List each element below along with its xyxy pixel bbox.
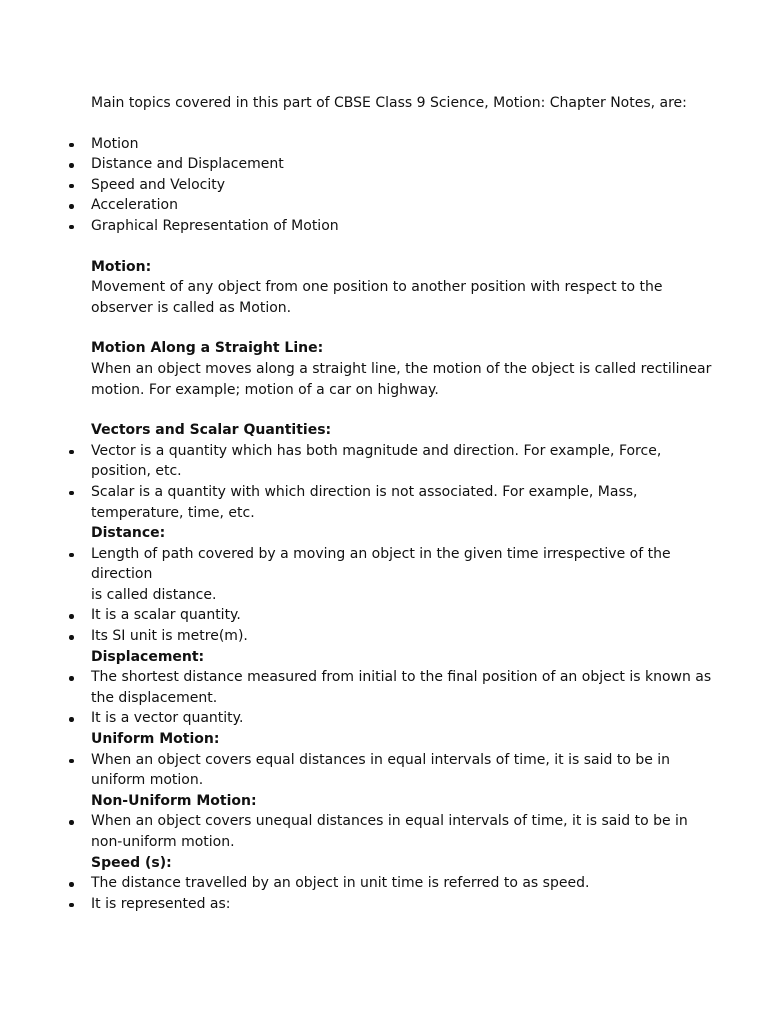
spacer xyxy=(0,114,768,134)
section-heading-distance: Distance: xyxy=(91,525,166,542)
topics-list xyxy=(0,134,768,237)
section-heading-speed: Speed (s): xyxy=(91,854,172,871)
list-item-continuation: temperature, time, etc. xyxy=(91,504,255,521)
list-item-continuation: uniform motion. xyxy=(91,772,204,789)
paragraph-line: When an object moves along a straight line, the motion of the object is called rectilinear xyxy=(91,360,712,377)
section-heading-straight-line: Motion Along a Straight Line: xyxy=(91,340,324,357)
section-heading-vectors: Vectors and Scalar Quantities: xyxy=(91,422,332,439)
spacer xyxy=(0,318,768,338)
list-item: The distance travelled by an object in unit time is referred to as speed. xyxy=(0,873,768,894)
paragraph-line: Movement of any object from one position to another position with respect to the xyxy=(91,279,663,296)
list-item-continuation: position, etc. xyxy=(91,463,182,480)
list-item: Length of path covered by a moving an object in the given time irrespective of the xyxy=(0,544,768,565)
list-item: Its SI unit is metre(m). xyxy=(0,626,768,647)
list-item: It is a scalar quantity. xyxy=(0,605,768,626)
list-item: Graphical Representation of Motion xyxy=(0,216,768,237)
list-item: Scalar is a quantity with which direction is not associated. For example, Mass, xyxy=(0,482,768,503)
list-item: Speed and Velocity xyxy=(0,175,768,196)
list-item: The shortest distance measured from initial to the final position of an object is known as xyxy=(0,667,768,688)
list-item-continuation: direction xyxy=(91,566,153,583)
list-item-continuation: the displacement. xyxy=(91,689,218,706)
section-heading-uniform-motion: Uniform Motion: xyxy=(91,731,220,748)
list-item: Acceleration xyxy=(0,195,768,216)
list-item: It is a vector quantity. xyxy=(0,708,768,729)
paragraph-line: observer is called as Motion. xyxy=(91,299,292,316)
section-heading-motion: Motion: xyxy=(91,258,152,275)
list-item: Vector is a quantity which has both magnitude and direction. For example, Force, xyxy=(0,441,768,462)
document-page xyxy=(0,93,768,914)
list-item: It is represented as: xyxy=(0,894,768,915)
section-heading-non-uniform-motion: Non-Uniform Motion: xyxy=(91,792,257,809)
spacer xyxy=(0,237,768,257)
list-item-continuation: is called distance. xyxy=(91,586,217,603)
list-item: Distance and Displacement xyxy=(0,154,768,175)
list-item-continuation: non-uniform motion. xyxy=(91,834,235,850)
paragraph-line: motion. For example; motion of a car on highway. xyxy=(91,381,439,398)
list-item: When an object covers equal distances in equal intervals of time, it is said to be in xyxy=(0,750,768,771)
section-heading-displacement: Displacement: xyxy=(91,648,205,665)
intro-text: Main topics covered in this part of CBSE Class 9 Science, Motion: Chapter Notes, are: xyxy=(91,95,687,111)
list-item: Motion xyxy=(0,134,768,155)
list-item: When an object covers unequal distances in equal intervals of time, it is said to be in xyxy=(0,811,768,832)
spacer xyxy=(0,400,768,420)
